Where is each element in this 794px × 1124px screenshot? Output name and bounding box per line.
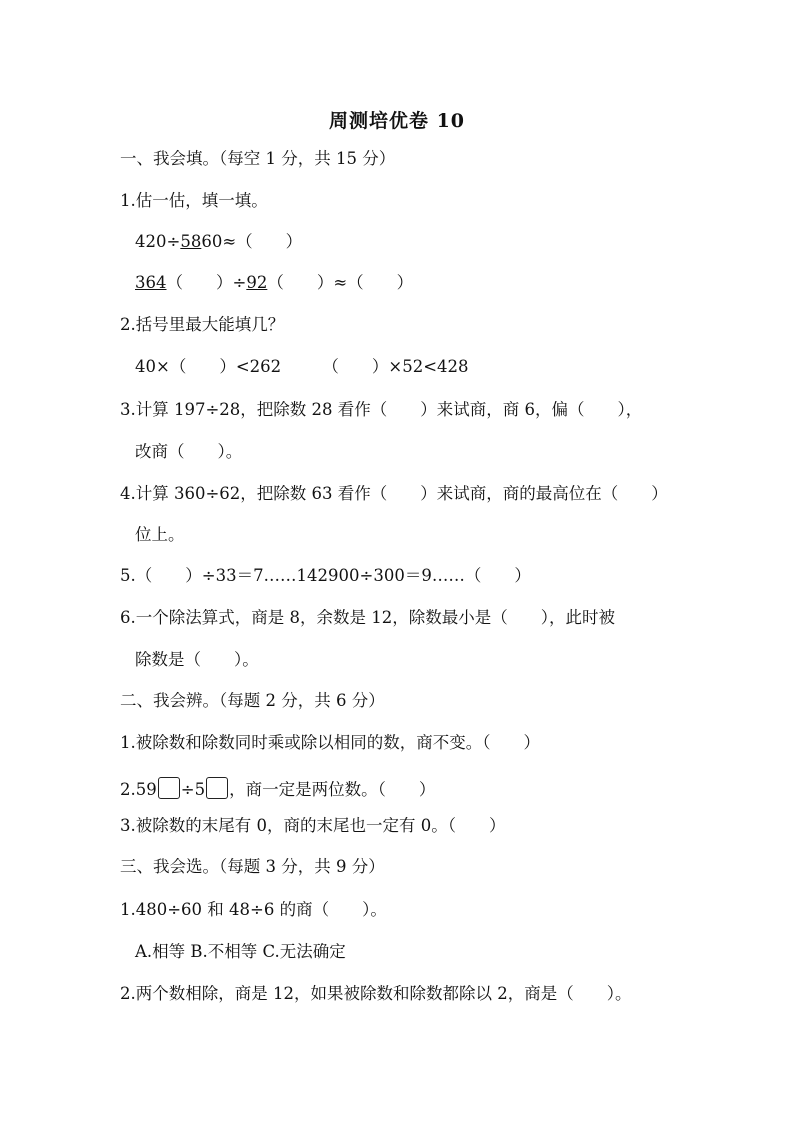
blank-box <box>158 777 180 799</box>
q1a-rest: 60≈（ ） <box>201 232 303 251</box>
q1b-p1: （ ）÷ <box>166 273 247 292</box>
q3-line1: 3.计算 197÷28，把除数 28 看作（ ）来试商，商 6，偏（ ）， <box>120 400 643 419</box>
q6-line1: 6.一个除法算式，商是 8，余数是 12，除数最小是（ ），此时被 <box>120 608 615 627</box>
q3-line2: 改商（ ）。 <box>135 442 243 461</box>
q5-line: 5.（ ）÷33＝7……142900÷300＝9……（ ） <box>120 566 531 585</box>
q1b-u2: 92 <box>246 273 268 292</box>
q1-prompt: 1.估一估，填一填。 <box>120 191 268 210</box>
s3-q2-prompt: 2.两个数相除，商是 12，如果被除数和除数都除以 2，商是（ ）。 <box>120 984 632 1003</box>
s3-q1-options: A.相等 B.不相等 C.无法确定 <box>135 942 346 961</box>
q1-line-a <box>135 231 302 253</box>
q1b-u1: 364 <box>135 273 167 292</box>
s3-q1-prompt: 1.480÷60 和 48÷6 的商（ ）。 <box>120 900 387 919</box>
section2-heading: 二、我会辨。（每题 2 分，共 6 分） <box>120 691 385 710</box>
blank-box <box>206 777 228 799</box>
q4-line2: 位上。 <box>135 525 185 544</box>
q1b-p2: （ ）≈（ ） <box>267 273 414 292</box>
q1a-expr: 420÷ <box>135 232 181 251</box>
page-title: 周测培优卷 10 <box>328 110 466 132</box>
section1-heading: 一、我会填。（每空 1 分，共 15 分） <box>120 149 396 168</box>
s2-q3: 3.被除数的末尾有 0，商的末尾也一定有 0。（ ） <box>120 816 506 835</box>
section3-heading: 三、我会选。（每题 3 分，共 9 分） <box>120 857 385 876</box>
q1a-underlined: 58 <box>180 232 202 251</box>
s2q2-a: 2.59 <box>120 780 157 799</box>
q4-line1: 4.计算 360÷62，把除数 63 看作（ ）来试商，商的最高位在（ ） <box>120 484 668 503</box>
q6-line2: 除数是（ ）。 <box>135 650 259 669</box>
q2-line: 40×（ ）<262 （ ）×52<428 <box>135 357 469 376</box>
q1-line-b <box>135 272 413 294</box>
s2q2-c: ，商一定是两位数。（ ） <box>229 780 436 799</box>
s2-q2 <box>120 777 435 801</box>
s2-q1: 1.被除数和除数同时乘或除以相同的数，商不变。（ ） <box>120 733 540 752</box>
s2q2-b: ÷5 <box>180 780 206 799</box>
q2-prompt: 2.括号里最大能填几？ <box>120 315 285 334</box>
